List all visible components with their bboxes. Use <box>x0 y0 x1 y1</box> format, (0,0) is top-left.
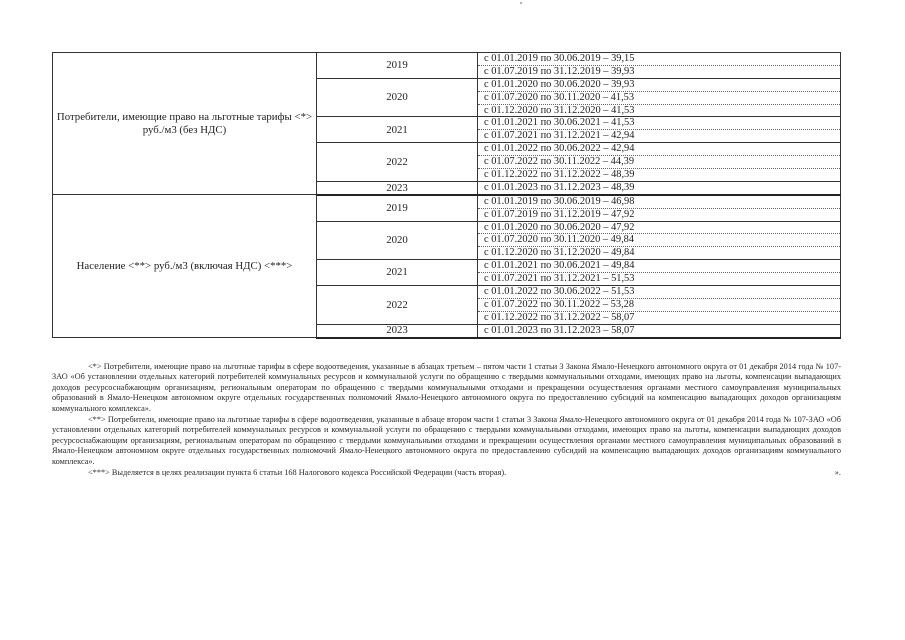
tariff-period-line: с 01.07.2022 по 30.11.2022 – 53,28 <box>478 299 840 312</box>
tariff-period-line: с 01.07.2020 по 30.11.2020 – 49,84 <box>478 234 840 247</box>
tariff-period-line: с 01.01.2021 по 30.06.2021 – 41,53 <box>478 117 840 130</box>
consumer-category-cell: Население <**> руб./м3 (включая НДС) <***> <box>53 195 317 338</box>
scan-artifact <box>520 2 522 4</box>
tariff-period-line: с 01.01.2020 по 30.06.2020 – 39,93 <box>478 79 840 92</box>
footnote-3-text: <***> Выделяется в целях реализации пункта 6 статьи 168 Налогового кодекса Российской Федерации (часть вторая). <box>88 468 507 478</box>
tariff-periods-cell <box>478 260 841 286</box>
year-cell: 2022 <box>317 143 478 182</box>
tariff-period-line: с 01.01.2020 по 30.06.2020 – 47,92 <box>478 222 840 235</box>
year-cell: 2023 <box>317 324 478 337</box>
footnote-1: <*> Потребители, имеющие право на льготные тарифы в сфере водоотведения, указанные в абзацах третьем – пятом части 1 статьи 3 Закона Ямало-Ненецкого автономного округа от 01 декабря 2014 года № 107-ЗАО «Об установлении отдельных категорий потребителей коммунальных ресурсов и коммунальной услуги по обращению с твердыми коммунальными отходами, имеющих право на льготы, компенсации выпадающих доходов ресурсоснабжающим организациям, региональным операторам по обращению с твердыми коммунальными отходами и прекращении осуществления органами местного самоуправления муниципальных образований в Ямало-Ненецком автономном округе отдельных государственных полномочий Ямало-Ненецкого автономного округа по предоставлению субсидий на компенсацию выпадающих доходов организациям коммунального комплекса». <box>52 362 841 413</box>
tariff-period-line: с 01.01.2022 по 30.06.2022 – 42,94 <box>478 143 840 156</box>
closing-quote: ». <box>834 468 841 478</box>
year-cell: 2022 <box>317 286 478 325</box>
tariff-table <box>52 52 841 339</box>
tariff-period-line: с 01.01.2019 по 30.06.2019 – 46,98 <box>478 196 840 209</box>
tariff-period-line: с 01.01.2021 по 30.06.2021 – 49,84 <box>478 260 840 273</box>
tariff-period-line: с 01.07.2019 по 31.12.2019 – 39,93 <box>484 65 635 77</box>
tariff-period-line: с 01.07.2020 по 30.11.2020 – 41,53 <box>478 92 840 105</box>
tariff-periods-cell <box>478 117 841 143</box>
tariff-period-line: с 01.01.2023 по 31.12.2023 – 48,39 <box>484 181 635 193</box>
table-row <box>53 53 841 79</box>
tariff-period-line: с 01.01.2023 по 31.12.2023 – 58,07 <box>484 324 635 336</box>
year-cell: 2020 <box>317 221 478 260</box>
tariff-period-line: с 01.12.2020 по 31.12.2020 – 41,53 <box>484 104 635 116</box>
tariff-periods-cell <box>478 53 841 79</box>
year-cell: 2021 <box>317 117 478 143</box>
tariff-period-line: с 01.07.2021 по 31.12.2021 – 42,94 <box>484 130 635 142</box>
tariff-periods-cell <box>478 143 841 182</box>
tariff-periods-cell <box>478 286 841 325</box>
tariff-periods-cell <box>478 181 841 194</box>
consumer-category-cell: Потребители, имеющие право на льготные тарифы <*> руб./м3 (без НДС) <box>53 53 317 195</box>
year-cell: 2019 <box>317 53 478 79</box>
tariff-period-line: с 01.12.2020 по 31.12.2020 – 49,84 <box>484 247 635 259</box>
tariff-period-line: с 01.01.2022 по 30.06.2022 – 51,53 <box>478 286 840 299</box>
year-cell: 2023 <box>317 181 478 194</box>
tariff-period-line: с 01.01.2019 по 30.06.2019 – 39,15 <box>478 53 840 66</box>
tariff-period-line: с 01.07.2021 по 31.12.2021 – 51,53 <box>484 273 635 285</box>
tariff-period-line: с 01.12.2022 по 31.12.2022 – 58,07 <box>484 311 635 323</box>
table-row <box>53 195 841 221</box>
year-cell: 2019 <box>317 195 478 221</box>
tariff-period-line: с 01.12.2022 по 31.12.2022 – 48,39 <box>484 169 635 181</box>
tariff-periods-cell <box>478 324 841 337</box>
tariff-periods-cell <box>478 221 841 260</box>
footnote-2: <**> Потребители, имеющие право на льготные тарифы в сфере водоотведения, указанные в абзаце втором части 1 статьи 3 Закона Ямало-Ненецкого автономного округа от 01 декабря 2014 года № 107-ЗАО «Об установлении отдельных категорий потребителей коммунальных ресурсов и коммунальной услуги по обращению с твердыми коммунальными отходами, имеющих право на льготы, компенсации выпадающих доходов ресурсоснабжающим организациям, региональным операторам по обращению с твердыми коммунальными отходами и прекращении осуществления органами местного самоуправления муниципальных образований в Ямало-Ненецком автономном округе отдельных государственных полномочий Ямало-Ненецкого автономного округа по предоставлению субсидий на компенсацию выпадающих доходов организациям коммунального комплекса». <box>52 415 841 466</box>
tariff-period-line: с 01.07.2022 по 30.11.2022 – 44,39 <box>478 156 840 169</box>
tariff-periods-cell <box>478 195 841 221</box>
year-cell: 2020 <box>317 78 478 117</box>
tariff-periods-cell <box>478 78 841 117</box>
tariff-period-line: с 01.07.2019 по 31.12.2019 – 47,92 <box>484 208 635 220</box>
footnotes <box>52 362 841 479</box>
footnote-3 <box>52 468 841 478</box>
year-cell: 2021 <box>317 260 478 286</box>
